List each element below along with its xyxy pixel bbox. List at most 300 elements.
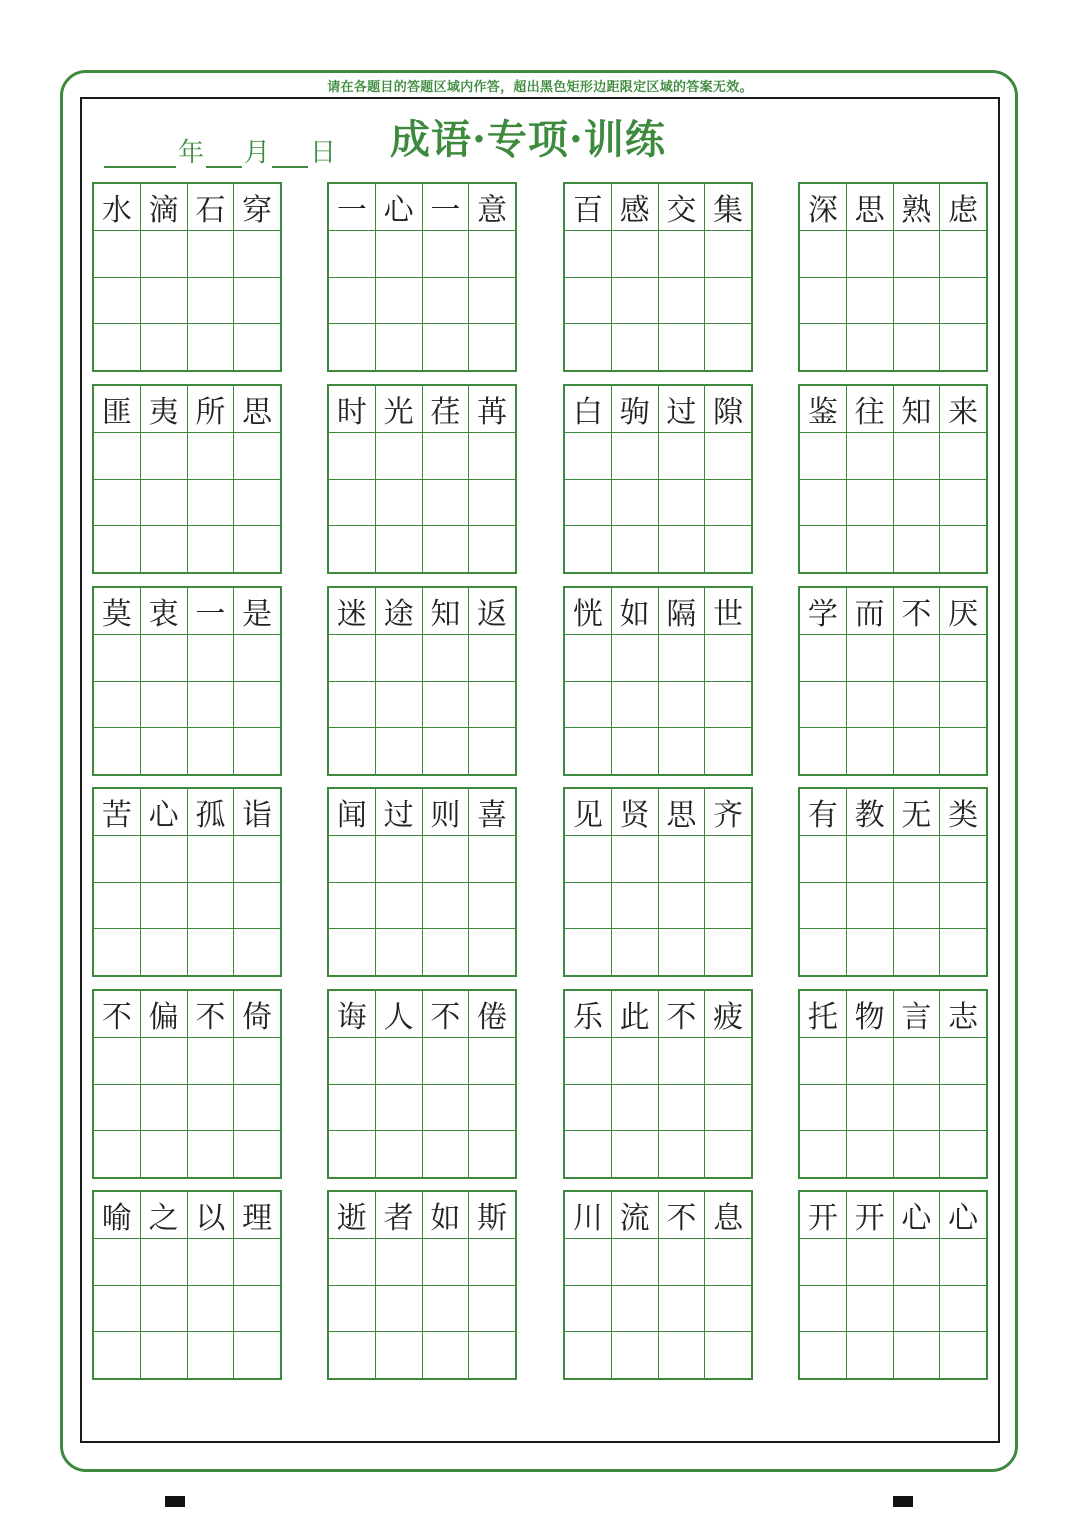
writing-cell[interactable] [940, 278, 987, 325]
writing-cell[interactable] [565, 1038, 612, 1085]
writing-cell[interactable] [329, 728, 376, 775]
writing-cell[interactable] [376, 728, 423, 775]
writing-cell[interactable] [188, 836, 235, 883]
writing-cell[interactable] [376, 1286, 423, 1333]
writing-cell[interactable] [141, 883, 188, 930]
writing-cell[interactable] [847, 1286, 894, 1333]
idiom-character: 开 [847, 1192, 894, 1239]
writing-cell[interactable] [469, 1085, 516, 1132]
writing-cell[interactable] [847, 433, 894, 480]
writing-cell[interactable] [705, 1085, 752, 1132]
writing-cell[interactable] [847, 1038, 894, 1085]
writing-cell[interactable] [847, 682, 894, 729]
writing-cell[interactable] [329, 1332, 376, 1379]
writing-cell[interactable] [423, 526, 470, 573]
writing-cell[interactable] [423, 1131, 470, 1178]
writing-cell[interactable] [847, 929, 894, 976]
writing-cell[interactable] [469, 1038, 516, 1085]
writing-cell[interactable] [659, 929, 706, 976]
writing-cell[interactable] [894, 1286, 941, 1333]
writing-cell[interactable] [329, 1085, 376, 1132]
writing-cell[interactable] [565, 1131, 612, 1178]
writing-cell[interactable] [329, 231, 376, 278]
writing-cell[interactable] [376, 929, 423, 976]
writing-cell[interactable] [659, 836, 706, 883]
writing-cell[interactable] [188, 929, 235, 976]
writing-cell[interactable] [659, 635, 706, 682]
writing-cell[interactable] [940, 480, 987, 527]
writing-cell[interactable] [234, 1085, 281, 1132]
writing-cell[interactable] [894, 526, 941, 573]
writing-cell[interactable] [705, 929, 752, 976]
writing-cell[interactable] [234, 1286, 281, 1333]
writing-cell[interactable] [469, 836, 516, 883]
writing-cell[interactable] [141, 1131, 188, 1178]
writing-cell[interactable] [376, 433, 423, 480]
writing-cell[interactable] [188, 635, 235, 682]
writing-cell[interactable] [800, 324, 847, 371]
writing-cell[interactable] [329, 1131, 376, 1178]
writing-cell[interactable] [376, 324, 423, 371]
writing-cell[interactable] [469, 635, 516, 682]
writing-cell[interactable] [469, 231, 516, 278]
writing-cell[interactable] [800, 278, 847, 325]
writing-cell[interactable] [659, 480, 706, 527]
writing-cell[interactable] [376, 278, 423, 325]
writing-cell[interactable] [565, 682, 612, 729]
writing-cell[interactable] [565, 728, 612, 775]
writing-cell[interactable] [423, 231, 470, 278]
writing-cell[interactable] [188, 682, 235, 729]
writing-cell[interactable] [800, 1332, 847, 1379]
writing-cell[interactable] [94, 883, 141, 930]
writing-cell[interactable] [800, 682, 847, 729]
writing-cell[interactable] [94, 1332, 141, 1379]
writing-cell[interactable] [894, 836, 941, 883]
writing-cell[interactable] [894, 1038, 941, 1085]
writing-cell[interactable] [94, 1239, 141, 1286]
writing-cell[interactable] [800, 1131, 847, 1178]
writing-cell[interactable] [565, 1085, 612, 1132]
writing-cell[interactable] [423, 1085, 470, 1132]
writing-cell[interactable] [565, 433, 612, 480]
writing-cell[interactable] [423, 836, 470, 883]
writing-cell[interactable] [469, 929, 516, 976]
writing-cell[interactable] [188, 433, 235, 480]
writing-cell[interactable] [800, 1038, 847, 1085]
writing-cell[interactable] [141, 278, 188, 325]
writing-cell[interactable] [705, 433, 752, 480]
writing-cell[interactable] [659, 324, 706, 371]
writing-cell[interactable] [565, 480, 612, 527]
writing-cell[interactable] [940, 1286, 987, 1333]
writing-cell[interactable] [423, 883, 470, 930]
writing-cell[interactable] [234, 1239, 281, 1286]
writing-cell[interactable] [705, 324, 752, 371]
writing-cell[interactable] [659, 883, 706, 930]
writing-cell[interactable] [847, 231, 894, 278]
writing-cell[interactable] [329, 682, 376, 729]
writing-cell[interactable] [612, 480, 659, 527]
writing-cell[interactable] [94, 480, 141, 527]
writing-cell[interactable] [329, 1286, 376, 1333]
writing-cell[interactable] [423, 635, 470, 682]
writing-cell[interactable] [188, 728, 235, 775]
writing-cell[interactable] [376, 635, 423, 682]
writing-cell[interactable] [612, 836, 659, 883]
writing-cell[interactable] [847, 728, 894, 775]
writing-cell[interactable] [612, 1085, 659, 1132]
writing-cell[interactable] [659, 278, 706, 325]
writing-cell[interactable] [705, 480, 752, 527]
writing-cell[interactable] [94, 1131, 141, 1178]
writing-cell[interactable] [705, 728, 752, 775]
writing-cell[interactable] [612, 433, 659, 480]
writing-cell[interactable] [894, 1239, 941, 1286]
writing-cell[interactable] [705, 278, 752, 325]
writing-cell[interactable] [376, 883, 423, 930]
writing-cell[interactable] [234, 231, 281, 278]
writing-cell[interactable] [659, 1286, 706, 1333]
writing-cell[interactable] [188, 1332, 235, 1379]
writing-cell[interactable] [94, 1286, 141, 1333]
writing-cell[interactable] [376, 1131, 423, 1178]
writing-cell[interactable] [141, 635, 188, 682]
writing-cell[interactable] [94, 526, 141, 573]
month-blank[interactable] [206, 138, 242, 168]
writing-cell[interactable] [894, 324, 941, 371]
writing-cell[interactable] [141, 1286, 188, 1333]
writing-cell[interactable] [376, 480, 423, 527]
writing-cell[interactable] [141, 480, 188, 527]
writing-cell[interactable] [469, 324, 516, 371]
day-blank[interactable] [272, 138, 308, 168]
writing-cell[interactable] [188, 480, 235, 527]
writing-cell[interactable] [705, 635, 752, 682]
writing-cell[interactable] [612, 324, 659, 371]
writing-cell[interactable] [376, 231, 423, 278]
writing-cell[interactable] [141, 231, 188, 278]
writing-cell[interactable] [940, 1332, 987, 1379]
writing-cell[interactable] [659, 433, 706, 480]
writing-cell[interactable] [800, 1239, 847, 1286]
writing-cell[interactable] [141, 324, 188, 371]
writing-cell[interactable] [234, 929, 281, 976]
writing-cell[interactable] [565, 526, 612, 573]
writing-cell[interactable] [565, 324, 612, 371]
writing-cell[interactable] [940, 1038, 987, 1085]
writing-cell[interactable] [469, 480, 516, 527]
writing-cell[interactable] [329, 480, 376, 527]
writing-cell[interactable] [234, 682, 281, 729]
writing-cell[interactable] [612, 929, 659, 976]
writing-cell[interactable] [329, 324, 376, 371]
writing-cell[interactable] [141, 929, 188, 976]
writing-cell[interactable] [188, 1038, 235, 1085]
writing-cell[interactable] [894, 1085, 941, 1132]
writing-cell[interactable] [423, 480, 470, 527]
writing-cell[interactable] [894, 883, 941, 930]
writing-cell[interactable] [234, 480, 281, 527]
writing-cell[interactable] [894, 1131, 941, 1178]
writing-cell[interactable] [141, 682, 188, 729]
writing-cell[interactable] [847, 278, 894, 325]
writing-cell[interactable] [940, 526, 987, 573]
writing-cell[interactable] [234, 728, 281, 775]
writing-cell[interactable] [141, 1239, 188, 1286]
writing-cell[interactable] [141, 1332, 188, 1379]
writing-cell[interactable] [329, 929, 376, 976]
writing-cell[interactable] [565, 231, 612, 278]
writing-cell[interactable] [940, 682, 987, 729]
writing-cell[interactable] [847, 480, 894, 527]
writing-cell[interactable] [565, 635, 612, 682]
writing-cell[interactable] [469, 1286, 516, 1333]
writing-cell[interactable] [612, 728, 659, 775]
writing-cell[interactable] [423, 728, 470, 775]
writing-cell[interactable] [94, 1085, 141, 1132]
writing-cell[interactable] [612, 635, 659, 682]
writing-cell[interactable] [659, 231, 706, 278]
writing-cell[interactable] [940, 929, 987, 976]
writing-cell[interactable] [847, 1239, 894, 1286]
writing-cell[interactable] [329, 1038, 376, 1085]
writing-cell[interactable] [469, 433, 516, 480]
writing-cell[interactable] [329, 1239, 376, 1286]
idiom-grid [798, 1190, 988, 1380]
writing-cell[interactable] [188, 883, 235, 930]
writing-cell[interactable] [469, 883, 516, 930]
writing-cell[interactable] [234, 1332, 281, 1379]
writing-cell[interactable] [705, 883, 752, 930]
idiom-character: 此 [612, 991, 659, 1038]
writing-cell[interactable] [94, 635, 141, 682]
writing-cell[interactable] [188, 1286, 235, 1333]
writing-cell[interactable] [847, 1085, 894, 1132]
writing-cell[interactable] [141, 526, 188, 573]
writing-cell[interactable] [94, 728, 141, 775]
idiom-character: 乐 [565, 991, 612, 1038]
writing-cell[interactable] [565, 929, 612, 976]
writing-cell[interactable] [847, 635, 894, 682]
writing-cell[interactable] [705, 231, 752, 278]
writing-cell[interactable] [612, 278, 659, 325]
writing-cell[interactable] [141, 836, 188, 883]
writing-cell[interactable] [894, 278, 941, 325]
writing-cell[interactable] [847, 883, 894, 930]
writing-cell[interactable] [376, 526, 423, 573]
writing-cell[interactable] [234, 433, 281, 480]
writing-cell[interactable] [894, 728, 941, 775]
writing-cell[interactable] [234, 836, 281, 883]
writing-cell[interactable] [940, 883, 987, 930]
writing-cell[interactable] [188, 231, 235, 278]
writing-cell[interactable] [329, 635, 376, 682]
writing-cell[interactable] [800, 883, 847, 930]
writing-cell[interactable] [423, 1038, 470, 1085]
idiom-character: 恍 [565, 588, 612, 635]
writing-cell[interactable] [94, 278, 141, 325]
writing-cell[interactable] [894, 682, 941, 729]
writing-cell[interactable] [423, 433, 470, 480]
writing-cell[interactable] [940, 324, 987, 371]
writing-cell[interactable] [659, 682, 706, 729]
writing-cell[interactable] [940, 433, 987, 480]
writing-cell[interactable] [423, 682, 470, 729]
writing-cell[interactable] [659, 1131, 706, 1178]
writing-cell[interactable] [659, 728, 706, 775]
year-blank[interactable] [104, 138, 176, 168]
writing-cell[interactable] [141, 1038, 188, 1085]
idiom-character: 隙 [705, 386, 752, 433]
writing-cell[interactable] [423, 1332, 470, 1379]
writing-cell[interactable] [800, 231, 847, 278]
writing-cell[interactable] [705, 1038, 752, 1085]
writing-cell[interactable] [234, 324, 281, 371]
writing-cell[interactable] [940, 1239, 987, 1286]
writing-cell[interactable] [329, 883, 376, 930]
writing-cell[interactable] [329, 433, 376, 480]
writing-cell[interactable] [188, 1131, 235, 1178]
writing-cell[interactable] [376, 1038, 423, 1085]
writing-cell[interactable] [705, 1131, 752, 1178]
idiom-character: 诲 [329, 991, 376, 1038]
idiom-character: 深 [800, 184, 847, 231]
writing-cell[interactable] [940, 231, 987, 278]
writing-cell[interactable] [612, 883, 659, 930]
writing-cell[interactable] [469, 1239, 516, 1286]
writing-cell[interactable] [94, 231, 141, 278]
writing-cell[interactable] [234, 278, 281, 325]
writing-cell[interactable] [141, 1085, 188, 1132]
writing-cell[interactable] [469, 526, 516, 573]
writing-cell[interactable] [565, 883, 612, 930]
writing-cell[interactable] [423, 324, 470, 371]
writing-cell[interactable] [94, 324, 141, 371]
writing-cell[interactable] [894, 1332, 941, 1379]
writing-cell[interactable] [659, 1038, 706, 1085]
writing-cell[interactable] [376, 1239, 423, 1286]
writing-cell[interactable] [659, 1239, 706, 1286]
writing-cell[interactable] [141, 728, 188, 775]
writing-cell[interactable] [141, 433, 188, 480]
writing-cell[interactable] [565, 1286, 612, 1333]
writing-cell[interactable] [894, 929, 941, 976]
writing-cell[interactable] [234, 1131, 281, 1178]
writing-cell[interactable] [188, 324, 235, 371]
writing-cell[interactable] [234, 526, 281, 573]
writing-cell[interactable] [800, 929, 847, 976]
writing-cell[interactable] [565, 1239, 612, 1286]
writing-cell[interactable] [94, 433, 141, 480]
writing-cell[interactable] [800, 480, 847, 527]
writing-cell[interactable] [234, 635, 281, 682]
writing-cell[interactable] [800, 526, 847, 573]
writing-cell[interactable] [423, 1239, 470, 1286]
writing-cell[interactable] [188, 1085, 235, 1132]
writing-cell[interactable] [188, 1239, 235, 1286]
writing-cell[interactable] [376, 1085, 423, 1132]
writing-cell[interactable] [705, 1286, 752, 1333]
writing-cell[interactable] [612, 1038, 659, 1085]
writing-cell[interactable] [659, 526, 706, 573]
writing-cell[interactable] [188, 526, 235, 573]
writing-cell[interactable] [659, 1332, 706, 1379]
writing-cell[interactable] [94, 682, 141, 729]
writing-cell[interactable] [705, 682, 752, 729]
writing-cell[interactable] [705, 526, 752, 573]
writing-cell[interactable] [800, 433, 847, 480]
writing-cell[interactable] [847, 526, 894, 573]
writing-cell[interactable] [469, 1131, 516, 1178]
writing-cell[interactable] [940, 635, 987, 682]
writing-cell[interactable] [376, 682, 423, 729]
writing-cell[interactable] [423, 1286, 470, 1333]
writing-cell[interactable] [612, 682, 659, 729]
writing-cell[interactable] [940, 836, 987, 883]
writing-cell[interactable] [612, 1332, 659, 1379]
writing-cell[interactable] [800, 1085, 847, 1132]
writing-cell[interactable] [612, 231, 659, 278]
writing-cell[interactable] [659, 1085, 706, 1132]
writing-cell[interactable] [847, 324, 894, 371]
writing-cell[interactable] [940, 1085, 987, 1132]
writing-cell[interactable] [894, 433, 941, 480]
writing-cell[interactable] [565, 278, 612, 325]
writing-cell[interactable] [469, 728, 516, 775]
writing-cell[interactable] [94, 1038, 141, 1085]
writing-cell[interactable] [565, 1332, 612, 1379]
writing-cell[interactable] [329, 278, 376, 325]
writing-cell[interactable] [800, 836, 847, 883]
writing-cell[interactable] [612, 1286, 659, 1333]
writing-cell[interactable] [800, 728, 847, 775]
writing-cell[interactable] [565, 836, 612, 883]
writing-cell[interactable] [940, 728, 987, 775]
writing-cell[interactable] [847, 1332, 894, 1379]
writing-cell[interactable] [94, 836, 141, 883]
writing-cell[interactable] [847, 836, 894, 883]
writing-cell[interactable] [612, 1239, 659, 1286]
writing-cell[interactable] [705, 1239, 752, 1286]
writing-cell[interactable] [800, 1286, 847, 1333]
writing-cell[interactable] [612, 1131, 659, 1178]
writing-cell[interactable] [705, 1332, 752, 1379]
writing-cell[interactable] [847, 1131, 894, 1178]
writing-cell[interactable] [234, 883, 281, 930]
writing-cell[interactable] [940, 1131, 987, 1178]
writing-cell[interactable] [376, 1332, 423, 1379]
writing-cell[interactable] [612, 526, 659, 573]
writing-cell[interactable] [94, 929, 141, 976]
writing-cell[interactable] [329, 836, 376, 883]
writing-cell[interactable] [469, 682, 516, 729]
writing-cell[interactable] [188, 278, 235, 325]
writing-cell[interactable] [894, 231, 941, 278]
writing-cell[interactable] [234, 1038, 281, 1085]
writing-cell[interactable] [469, 278, 516, 325]
writing-cell[interactable] [894, 480, 941, 527]
idiom-grid [798, 384, 988, 574]
writing-cell[interactable] [423, 278, 470, 325]
writing-cell[interactable] [423, 929, 470, 976]
writing-cell[interactable] [800, 635, 847, 682]
writing-cell[interactable] [705, 836, 752, 883]
writing-cell[interactable] [894, 635, 941, 682]
writing-cell[interactable] [469, 1332, 516, 1379]
writing-cell[interactable] [329, 526, 376, 573]
writing-cell[interactable] [376, 836, 423, 883]
